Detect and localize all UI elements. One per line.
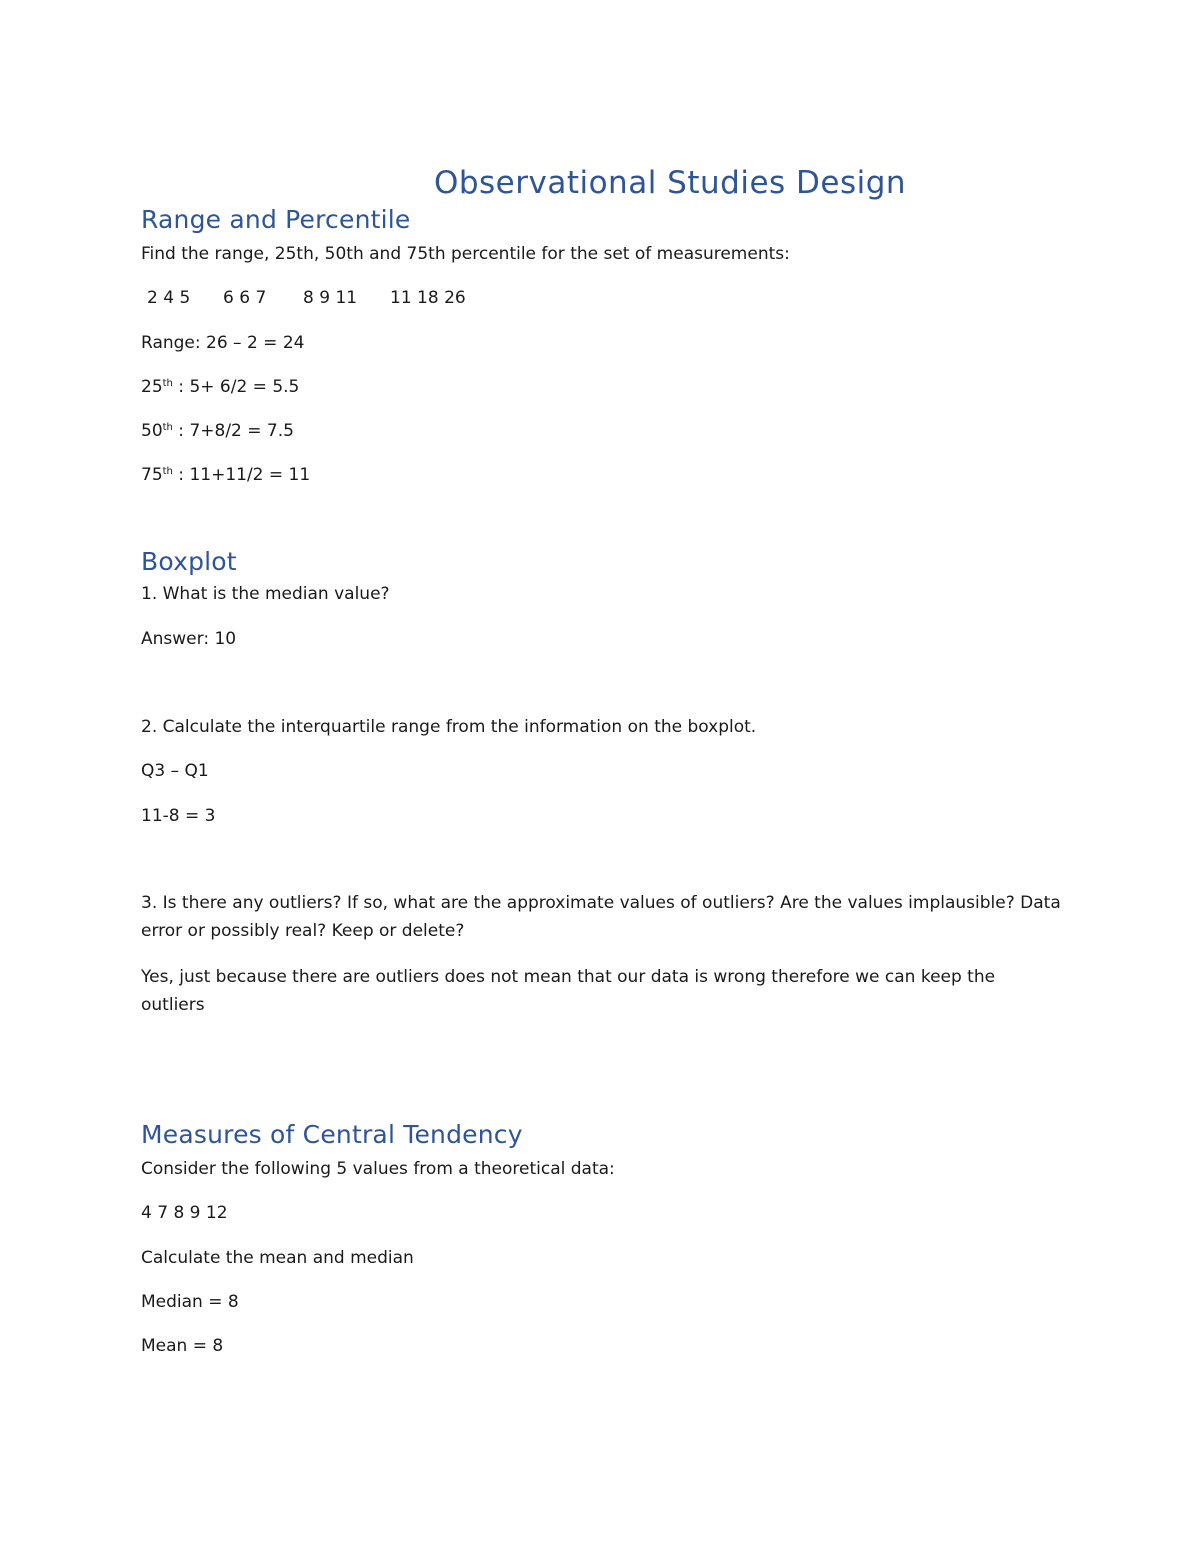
answer-3: Yes, just because there are outliers does not mean that our data is wrong therefore we can keep the outliers: [141, 967, 996, 1015]
measurement-set: 11 18 26: [390, 288, 466, 308]
question-2: 2. Calculate the interquartile range from the information on the boxplot.: [141, 717, 757, 737]
section-heading-central-tendency: Measures of Central Tendency: [141, 1120, 523, 1149]
mean-answer: Mean = 8: [141, 1336, 224, 1356]
measurement-set: 6 6 7: [223, 288, 267, 308]
question-3: 3. Is there any outliers? If so, what are the approximate values of outliers? Are the values implausible? Data error or possibly real? Keep or delete?: [141, 893, 1061, 941]
percentile-50-answer: [141, 417, 294, 445]
percentile-75-answer: [141, 461, 310, 489]
percentile-number: 75: [141, 465, 163, 485]
section-heading-range-percentile: Range and Percentile: [141, 205, 411, 234]
page-title: Observational Studies Design: [433, 165, 907, 201]
data-values: 4 7 8 9 12: [141, 1203, 228, 1223]
percentile-number: 50: [141, 421, 163, 441]
answer-1: Answer: 10: [141, 629, 237, 649]
ordinal-suffix: th: [162, 422, 173, 433]
range-prompt: Find the range, 25th, 50th and 75th percentile for the set of measurements:: [141, 244, 790, 264]
percentile-calc: : 11+11/2 = 11: [172, 465, 311, 485]
measurement-set: 8 9 11: [303, 288, 358, 308]
ordinal-suffix: th: [162, 378, 173, 389]
median-answer: Median = 8: [141, 1292, 239, 1312]
percentile-calc: : 5+ 6/2 = 5.5: [172, 377, 300, 397]
range-answer: Range: 26 – 2 = 24: [141, 333, 305, 353]
section-heading-boxplot: Boxplot: [141, 547, 237, 576]
measurement-sets: [147, 284, 466, 312]
answer-2-formula: Q3 – Q1: [141, 761, 209, 781]
central-tendency-prompt: Consider the following 5 values from a theoretical data:: [141, 1159, 615, 1179]
ordinal-suffix: th: [162, 466, 173, 477]
central-tendency-task: Calculate the mean and median: [141, 1248, 414, 1268]
answer-2-result: 11-8 = 3: [141, 806, 216, 826]
question-1: 1. What is the median value?: [141, 584, 390, 604]
percentile-calc: : 7+8/2 = 7.5: [172, 421, 294, 441]
percentile-25-answer: [141, 373, 299, 401]
measurement-set: 2 4 5: [147, 288, 191, 308]
percentile-number: 25: [141, 377, 163, 397]
